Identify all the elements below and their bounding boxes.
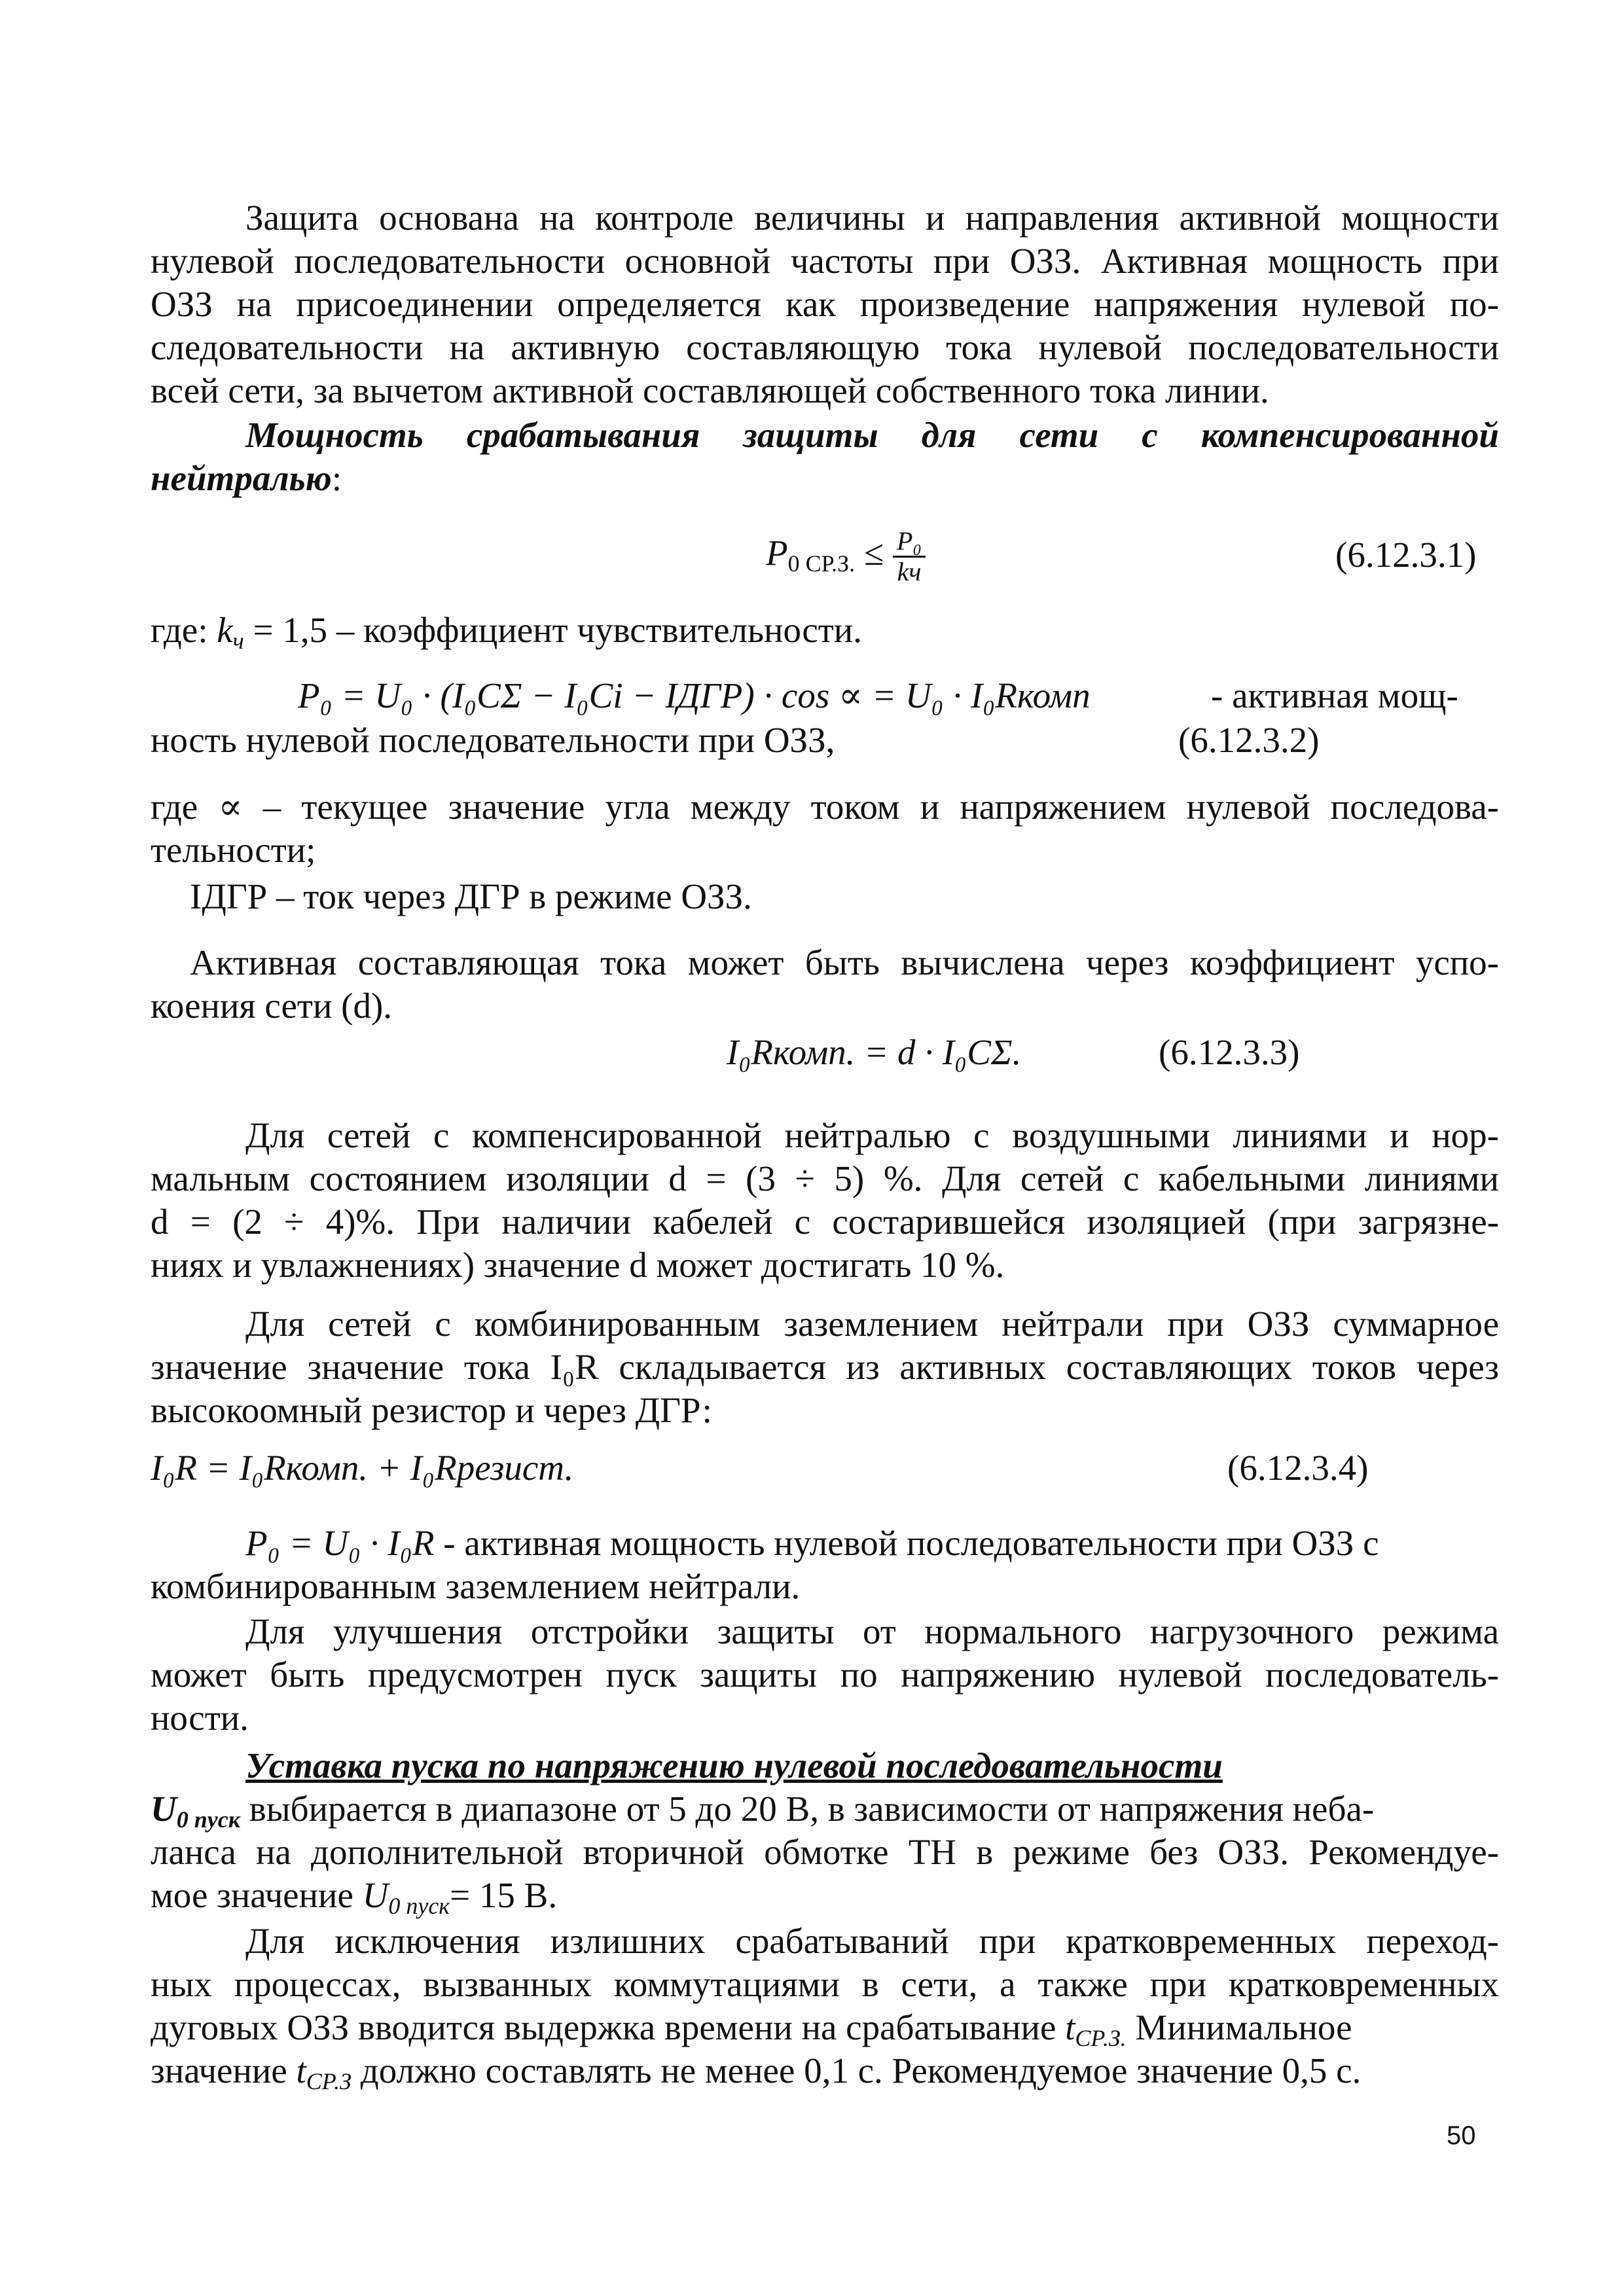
formula-number: (6.12.3.3): [1159, 1032, 1300, 1072]
paragraph-line: d = (2 ÷ 4)%. При наличии кабелей с состарившейся изоляцией (при загрязне-: [151, 1202, 1499, 1242]
paragraph-line: U0 пуск выбирается в диапазоне от 5 до 20 В, в зависимости от напряжения неба-: [151, 1789, 1375, 1833]
paragraph-line: мальным состоянием изоляции d = (3 ÷ 5) %. Для сетей с кабельными линиями: [151, 1158, 1499, 1198]
formula-number: (6.12.3.4): [1227, 1448, 1369, 1488]
fraction: $\frac{\text{P₀}}{kч}$: [893, 527, 926, 586]
paragraph-line: ность нулевой последовательности при ОЗЗ,: [151, 720, 835, 760]
section-heading-cont: нейтралью:: [151, 458, 342, 498]
paragraph-line: ниях и увлажнениях) значение d может достигать 10 %.: [151, 1245, 1005, 1285]
paragraph-line: следовательности на активную составляющую тока нулевой последовательности: [151, 327, 1499, 367]
paragraph-line: комбинированным заземлением нейтрали.: [151, 1566, 801, 1606]
paragraph-line: где ∝ – текущее значение угла между током и напряжением нулевой последова-: [151, 787, 1499, 827]
where-line: где: kч = 1,5 – коэффициент чувствительности.: [151, 610, 862, 654]
paragraph-line: Для сетей с компенсированной нейтралью с воздушными линиями и нор-: [245, 1115, 1499, 1155]
paragraph-line: тельности;: [151, 830, 316, 870]
paragraph-line: ных процессах, вызванных коммутациями в сети, а также при кратковременных: [151, 1964, 1499, 2004]
formula-number: (6.12.3.1): [1335, 535, 1477, 575]
paragraph-line: дуговых ОЗЗ вводится выдержка времени на срабатывание tСР.З. Минимальное: [151, 2007, 1352, 2051]
section-heading: Уставка пуска по напряжению нулевой последовательности: [245, 1746, 1223, 1785]
paragraph-line: коения сети (d).: [151, 986, 393, 1026]
paragraph-line: ланса на дополнительной вторичной обмотке ТН в режиме без ОЗЗ. Рекомендуе-: [151, 1832, 1499, 1872]
formula-tail: - активная мощ-: [1211, 675, 1458, 715]
paragraph-line: нулевой последовательности основной частоты при ОЗЗ. Активная мощность при: [151, 241, 1499, 281]
paragraph-line: значение значение тока I₀R складывается из активных составляющих токов через: [151, 1347, 1499, 1387]
formula-6-12-3-2: P₀ = U₀ · (I₀CΣ − I₀Ci − IДГР) · cos ∝ = U₀ · I₀Rкомп: [298, 675, 1091, 715]
paragraph-line: IДГР – ток через ДГР в режиме ОЗЗ.: [190, 876, 752, 916]
paragraph-line: высокоомный резистор и через ДГР:: [151, 1390, 712, 1430]
formula-6-12-3-4: I₀R = I₀Rкомп. + I₀Rрезист.: [151, 1448, 574, 1488]
paragraph-line: мое значение U0 пуск= 15 В.: [151, 1875, 558, 1919]
paragraph-line: Для сетей с комбинированным заземлением нейтрали при ОЗЗ суммарное: [245, 1304, 1499, 1344]
paragraph-line: всей сети, за вычетом активной составляющей собственного тока линии.: [151, 370, 1269, 410]
paragraph-line: ности.: [151, 1698, 249, 1738]
formula-number: (6.12.3.2): [1178, 720, 1320, 760]
page-number: 50: [1447, 2121, 1476, 2150]
section-heading: Мощность срабатывания защиты для сети с компенсированной: [245, 415, 1499, 455]
paragraph-line: Для улучшения отстройки защиты от нормального нагрузочного режима: [245, 1611, 1499, 1651]
paragraph-line: может быть предусмотрен пуск защиты по напряжению нулевой последователь-: [151, 1655, 1499, 1695]
paragraph-line: ОЗЗ на присоединении определяется как произведение напряжения нулевой по-: [151, 284, 1499, 324]
paragraph-line: значение tСР.З должно составлять не менее 0,1 с. Рекомендуемое значение 0,5 с.: [151, 2051, 1362, 2094]
paragraph-line: Защита основана на контроле величины и направления активной мощности: [245, 198, 1499, 238]
formula-6-12-3-3: I₀Rкомп. = d · I₀CΣ.: [727, 1032, 1022, 1072]
paragraph-line: Для исключения излишних срабатываний при кратковременных переход-: [245, 1921, 1499, 1961]
formula-line: P₀ = U₀ · I₀R - активная мощность нулевой последовательности при ОЗЗ с: [245, 1523, 1379, 1563]
paragraph-line: Активная составляющая тока может быть вычислена через коэффициент успо-: [190, 942, 1499, 982]
formula-6-12-3-1: $P_{0 СР.З.}$ ≤ $\frac{\text{P₀}}{kч}$: [766, 527, 926, 586]
